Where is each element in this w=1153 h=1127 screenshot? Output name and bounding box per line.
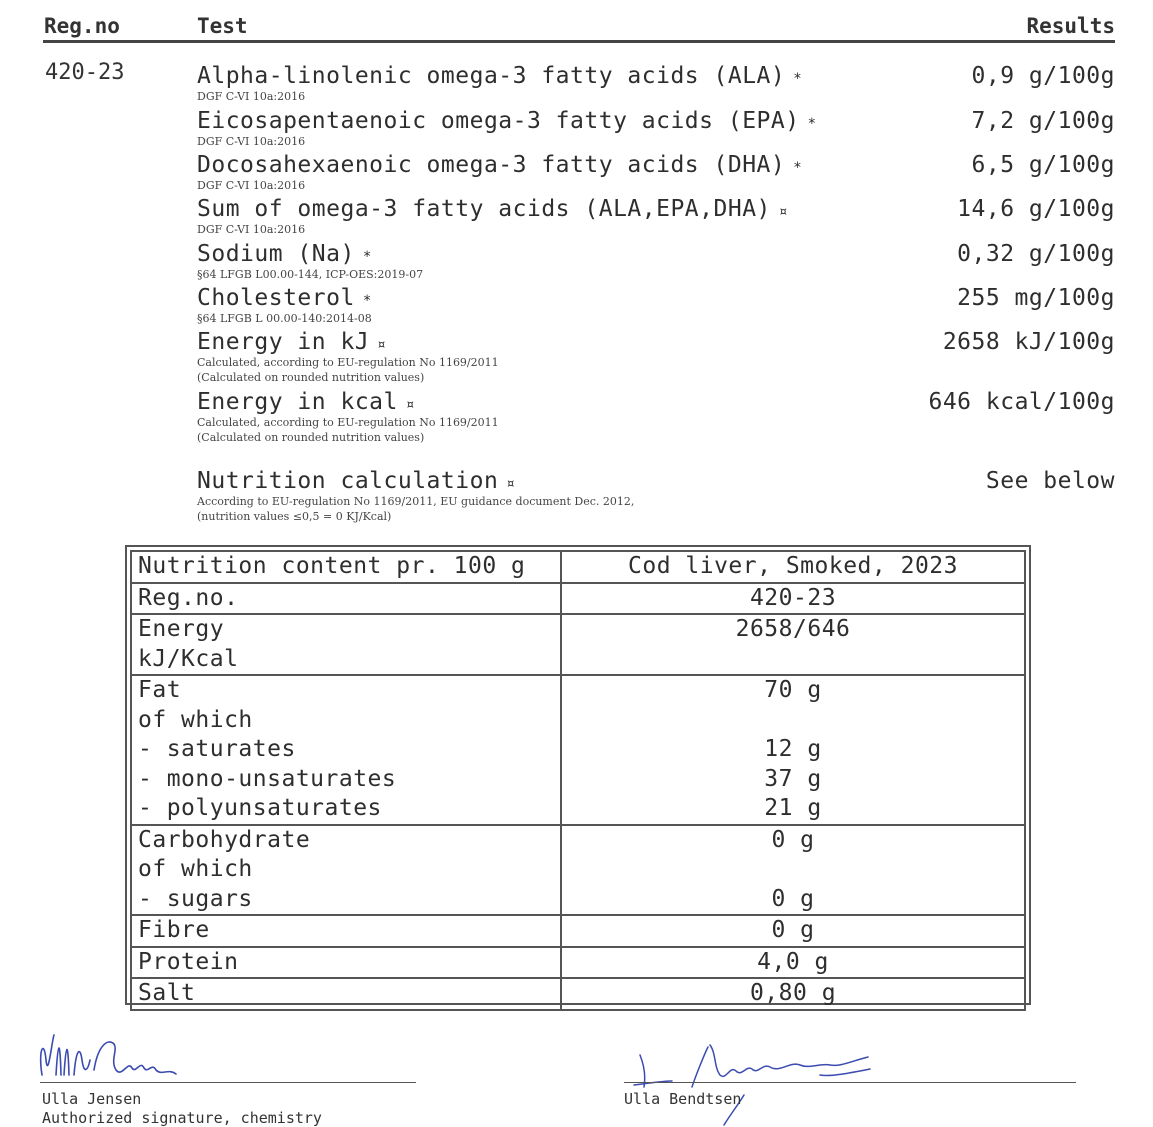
test-row	[197, 468, 1115, 524]
test-name: Nutrition calculation	[197, 468, 499, 494]
accreditation-mark: *	[793, 160, 802, 176]
signature-ulla-jensen	[36, 1030, 196, 1085]
test-name: Cholesterol	[197, 285, 355, 311]
accreditation-mark: ¤	[778, 204, 788, 220]
test-result: 0,9 g/100g	[971, 63, 1115, 89]
test-result: 2658 kJ/100g	[942, 329, 1115, 355]
table-cell-value: 2658/646	[561, 614, 1025, 675]
test-name: Docosahexaenoic omega-3 fatty acids (DHA)	[197, 152, 786, 178]
test-result: 646 kcal/100g	[928, 389, 1115, 415]
signatory-name: Ulla Bendtsen	[624, 1090, 742, 1108]
table-cell-label: Reg.no.	[131, 583, 561, 615]
test-method: Calculated, according to EU-regulation No 1169/2011	[197, 416, 499, 429]
table-cell-label: Nutrition content pr. 100 g	[131, 551, 561, 583]
table-cell-label: Carbohydrate of which - sugars	[131, 825, 561, 916]
table-row	[131, 947, 1025, 979]
table-row	[131, 614, 1025, 675]
accreditation-mark: *	[793, 71, 802, 87]
test-method-note: (Calculated on rounded nutrition values)	[197, 431, 425, 444]
table-row	[131, 551, 1025, 583]
header-results: Results	[1026, 14, 1115, 38]
table-cell-value: 0 g	[561, 915, 1025, 947]
test-method: DGF C-VI 10a:2016	[197, 135, 306, 148]
test-result: 0,32 g/100g	[957, 241, 1115, 267]
test-method: According to EU-regulation No 1169/2011, EU guidance document Dec. 2012,	[197, 495, 635, 508]
table-cell-value: 70 g 12 g 37 g 21 g	[561, 675, 1025, 825]
test-result: See below	[985, 468, 1115, 494]
signatory-name: Ulla Jensen	[42, 1090, 142, 1108]
test-name: Sodium (Na)	[197, 241, 355, 267]
accreditation-mark: *	[362, 249, 372, 265]
test-row	[197, 196, 1115, 237]
test-method: DGF C-VI 10a:2016	[197, 179, 306, 192]
test-name: Energy in kcal	[197, 389, 398, 415]
table-row	[131, 915, 1025, 947]
test-result: 255 mg/100g	[957, 285, 1115, 311]
accreditation-mark: ¤	[405, 397, 415, 413]
test-method: §64 LFGB L00.00-144, ICP-OES:2019-07	[197, 268, 424, 281]
test-row	[197, 63, 1115, 104]
signature-ulla-bendtsen	[620, 1035, 890, 1127]
table-row	[131, 583, 1025, 615]
test-method: DGF C-VI 10a:2016	[197, 90, 306, 103]
test-method-note: (nutrition values ≤0,5 = 0 KJ/Kcal)	[197, 510, 392, 523]
table-row	[131, 825, 1025, 916]
table-cell-value: 0,80 g	[561, 978, 1025, 1010]
test-name: Alpha-linolenic omega-3 fatty acids (ALA)	[197, 63, 786, 89]
test-method-note: (Calculated on rounded nutrition values)	[197, 371, 425, 384]
test-row	[197, 329, 1115, 385]
accreditation-mark: ¤	[506, 476, 515, 492]
test-result: 7,2 g/100g	[971, 108, 1115, 134]
table-cell-label: Protein	[131, 947, 561, 979]
table-row	[131, 978, 1025, 1010]
accreditation-mark: ¤	[377, 337, 386, 353]
table-cell-label: Fibre	[131, 915, 561, 947]
table-cell-label: Fat of which - saturates - mono-unsaturates - polyunsaturates	[131, 675, 561, 825]
table-cell-value: 0 g 0 g	[561, 825, 1025, 916]
sample-regno: 420-23	[45, 60, 125, 85]
test-result: 14,6 g/100g	[957, 196, 1115, 222]
table-cell-label: Salt	[131, 978, 561, 1010]
table-cell-label: Energy kJ/Kcal	[131, 614, 561, 675]
signatory-title: Authorized signature, chemistry	[42, 1109, 322, 1127]
test-row	[197, 285, 1115, 326]
header-divider	[43, 40, 1115, 43]
table-row	[131, 675, 1025, 825]
signature-line	[40, 1082, 416, 1083]
table-cell-value: Cod liver, Smoked, 2023	[561, 551, 1025, 583]
test-name: Energy in kJ	[197, 329, 370, 355]
test-name: Sum of omega-3 fatty acids (ALA,EPA,DHA)	[197, 196, 771, 222]
table-cell-value: 4,0 g	[561, 947, 1025, 979]
test-result: 6,5 g/100g	[971, 152, 1115, 178]
header-test: Test	[197, 14, 248, 38]
test-row	[197, 152, 1115, 193]
accreditation-mark: *	[807, 116, 817, 132]
test-method: DGF C-VI 10a:2016	[197, 223, 306, 236]
table-cell-value: 420-23	[561, 583, 1025, 615]
test-row	[197, 389, 1115, 445]
nutrition-table	[125, 545, 1031, 1005]
test-row	[197, 108, 1115, 149]
test-name: Eicosapentaenoic omega-3 fatty acids (EPA)	[197, 108, 800, 134]
test-method: Calculated, according to EU-regulation No 1169/2011	[197, 356, 499, 369]
test-row	[197, 241, 1115, 282]
test-method: §64 LFGB L 00.00-140:2014-08	[197, 312, 372, 325]
header-regno: Reg.no	[44, 14, 120, 38]
accreditation-mark: *	[362, 293, 372, 309]
signature-line	[624, 1082, 1076, 1083]
